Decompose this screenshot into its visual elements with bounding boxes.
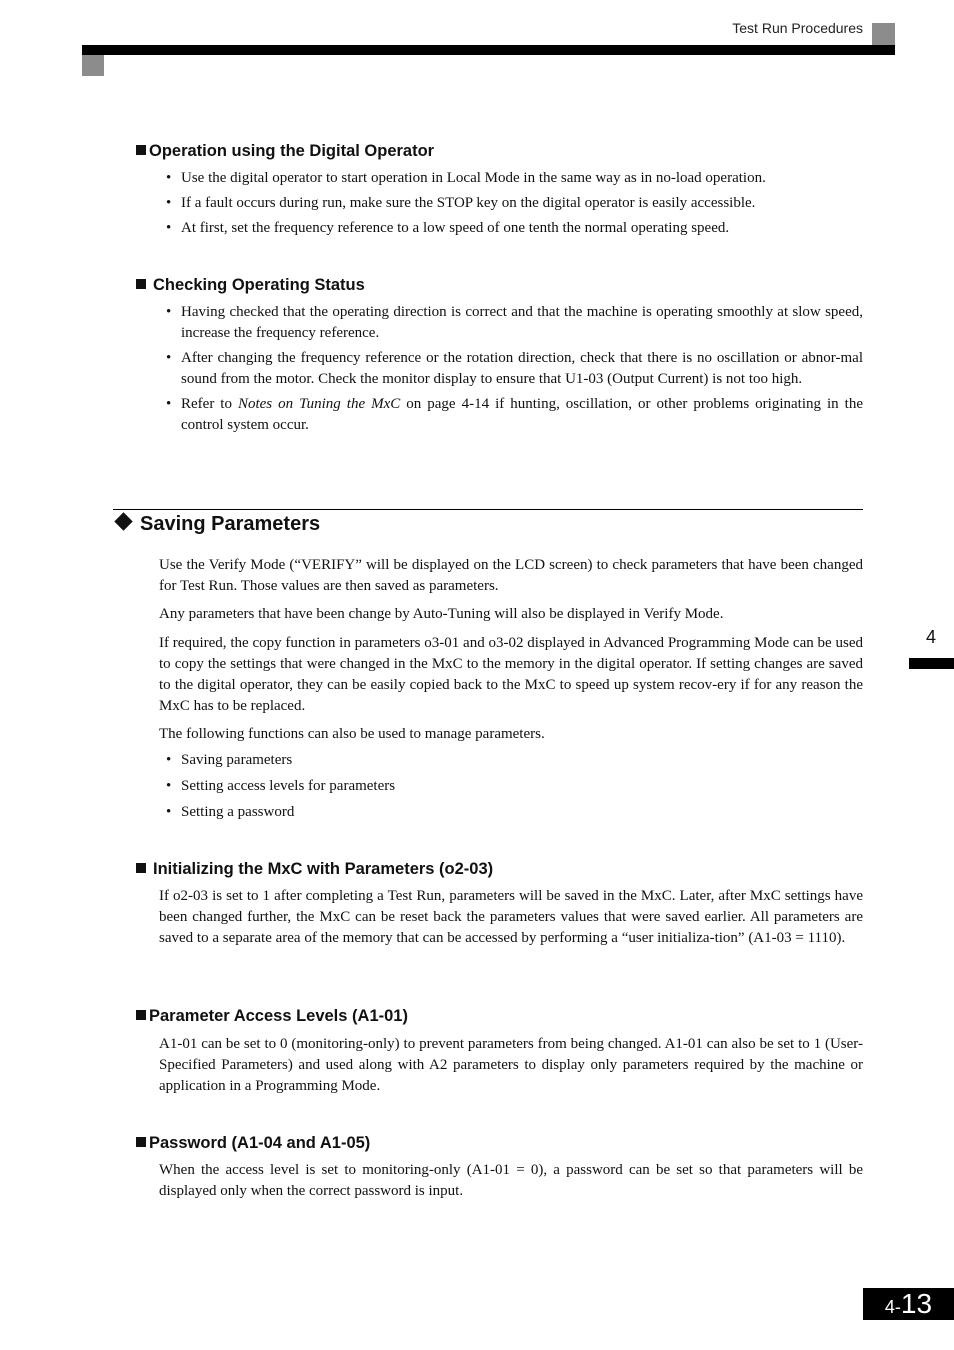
page-chapter-prefix: 4-: [884, 1297, 901, 1317]
header-marker-right: [872, 23, 895, 45]
heading-access-levels: Parameter Access Levels (A1-01): [136, 1007, 863, 1026]
heading-operation: Operation using the Digital Operator: [136, 142, 863, 161]
list-item: • Having checked that the operating direction is correct and that the machine is operating smoothly at slow speed, increase the frequency reference.: [166, 302, 863, 344]
password-paragraph: When the access level is set to monitoring-only (A1-01 = 0), a password can be set so that parameters will be displayed only when the correct password is input.: [159, 1162, 863, 1199]
page-number-box: [863, 1288, 954, 1320]
running-header: Test Run Procedures: [732, 20, 863, 36]
page-number: 13: [900, 1288, 933, 1319]
list-item: • Saving parameters: [166, 750, 863, 771]
access-paragraph: A1-01 can be set to 0 (monitoring-only) to prevent parameters from being changed. A1-01 can also be set to 1 (User-Specified Parameters) and used along with A2 parameters to display only parameters required by the machine or application in a Programming Mode.: [159, 1036, 863, 1094]
square-bullet-icon: [136, 863, 146, 873]
saving-paragraph: Any parameters that have been change by Auto-Tuning will also be displayed in Verify Mode.: [159, 606, 724, 622]
operation-bullet-list: [166, 168, 863, 239]
saving-paragraph: The following functions can also be used to manage parameters.: [159, 726, 545, 742]
square-bullet-icon: [136, 1137, 146, 1147]
initializing-paragraph: If o2-03 is set to 1 after completing a Test Run, parameters will be saved in the MxC. Later, after MxC settings have been changed further, the MxC can be reset back the parameters values that were saved earlier. All parameters are saved to a separate area of the memory that can be accessed by performing a “user initializa-tion” (A1-03 = 1110).: [159, 888, 863, 946]
heading-initializing: Initializing the MxC with Parameters (o2-03): [136, 860, 863, 879]
saving-paragraph: If required, the copy function in parameters o3-01 and o3-02 displayed in Advanced Programming Mode can be used to copy the settings that were changed in the MxC to the memory in the digital operator. If setting changes are saved to the digital operator, they can be easily copied back to the MxC to speed up system recov-ery if for any reason the MxC has to be replaced.: [159, 635, 863, 714]
checking-bullet-list: [166, 302, 863, 436]
chapter-tab-bar: [909, 658, 954, 669]
chapter-tab-number: 4: [926, 627, 937, 647]
reference-title: Notes on Tuning the MxC: [237, 396, 401, 412]
heading-checking: Checking Operating Status: [136, 276, 863, 295]
saving-paragraph: Use the Verify Mode (“VERIFY” will be displayed on the LCD screen) to check parameters that have been changed for Test Run. Those values are then saved as parameters.: [159, 557, 863, 594]
list-item: • Setting a password: [166, 802, 863, 823]
square-bullet-icon: [136, 1010, 146, 1020]
list-item: • If a fault occurs during run, make sure the STOP key on the digital operator is easily accessible.: [166, 193, 863, 214]
list-item: • At first, set the frequency reference to a low speed of one tenth the normal operating speed.: [166, 218, 863, 239]
header-bar: [82, 45, 895, 55]
list-item: • Use the digital operator to start operation in Local Mode in the same way as in no-load operation.: [166, 168, 863, 189]
list-item: • Setting access levels for parameters: [166, 776, 863, 797]
list-item: • Refer to Notes on Tuning the MxC on page 4-14 if hunting, oscillation, or other problems originating in the control system occur.: [166, 394, 863, 436]
square-bullet-icon: [136, 279, 146, 289]
list-item: • After changing the frequency reference or the rotation direction, check that there is no oscillation or abnor-mal sound from the motor. Check the monitor display to ensure that U1-03 (Output Current) is not too high.: [166, 348, 863, 390]
diamond-icon: [114, 512, 132, 530]
section-rule: [113, 509, 863, 510]
saving-bullet-list: [166, 750, 863, 823]
heading-password: Password (A1-04 and A1-05): [136, 1134, 863, 1153]
header-marker-left: [82, 55, 104, 76]
square-bullet-icon: [136, 145, 146, 155]
heading-saving-parameters: Saving Parameters: [113, 513, 320, 536]
